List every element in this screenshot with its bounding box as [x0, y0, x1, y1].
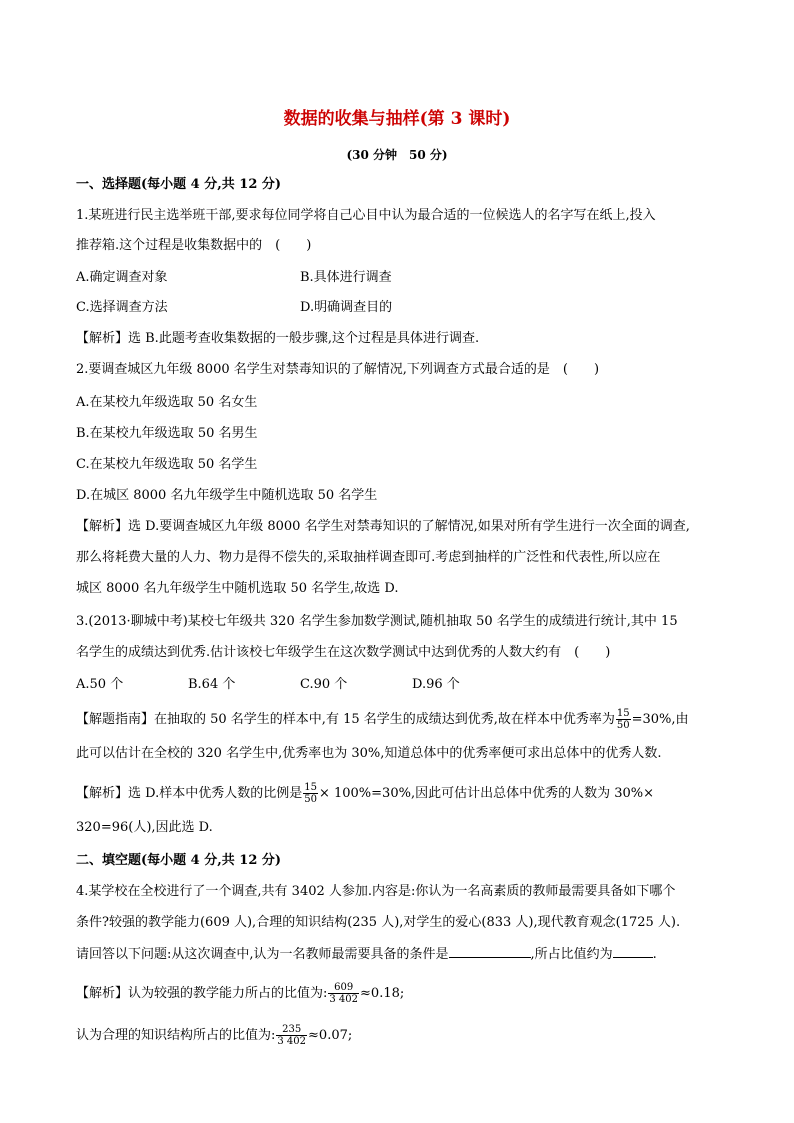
q4-question-text-end: . [652, 947, 657, 962]
fraction-denominator: 3 402 [277, 1036, 307, 1047]
fraction-denominator: 50 [616, 720, 630, 731]
q3-option-a: A.50 个 [76, 677, 124, 692]
fraction-denominator: 3 402 [329, 994, 359, 1005]
q3-analysis-text: 【解析】选 D.样本中优秀人数的比例是 [76, 786, 303, 801]
q4-analysis-text: 【解析】认为较强的教学能力所占的比值为: [76, 986, 328, 1001]
q4-question-text: 请回答以下问题:从这次调查中,认为一名教师最需要具备的条件是 [76, 947, 449, 962]
q3-guide-line1 [76, 708, 689, 731]
q1-analysis: 【解析】选 B.此题考查收集数据的一般步骤,这个过程是具体进行调查. [76, 331, 480, 346]
q2-stem: 2.要调查城区九年级 8000 名学生对禁毒知识的了解情况,下列调查方式最合适的是 ( ) [76, 362, 600, 377]
fraction-numerator: 15 [616, 708, 630, 719]
q4-analysis-text-2: 认为合理的知识结构所占的比值为: [76, 1028, 276, 1043]
q2-option-b: B.在某校九年级选取 50 名男生 [76, 426, 258, 441]
q4-analysis-fraction-2 [276, 1024, 307, 1047]
q3-guide-line2: 此可以估计在全校的 320 名学生中,优秀率也为 30%,知道总体中的优秀率便可求出总体中的优秀人数. [76, 746, 662, 761]
q3-analysis-text-end: × 100%=30%,因此可估计出总体中优秀的人数为 30%× [318, 786, 654, 801]
q1-stem-line1: 1.某班进行民主选举班干部,要求每位同学将自己心目中认为最合适的一位候选人的名字写在纸上,投入 [76, 208, 656, 223]
q4-stem-line1: 4.某学校在全校进行了一个调查,共有 3402 人参加.内容是:你认为一名高素质的教师最需要具备如下哪个 [76, 884, 676, 899]
q3-analysis-fraction [303, 782, 318, 805]
q2-analysis-line1: 【解析】选 D.要调查城区九年级 8000 名学生对禁毒知识的了解情况,如果对所有学生进行一次全面的调查, [76, 519, 690, 534]
q3-analysis-line2: 320=96(人),因此选 D. [76, 820, 213, 835]
fraction-numerator: 15 [304, 782, 317, 793]
answer-blank-ratio[interactable] [613, 956, 653, 958]
answer-blank-condition[interactable] [449, 956, 531, 958]
q2-option-d: D.在城区 8000 名九年级学生中随机选取 50 名学生 [76, 488, 378, 503]
section-heading-choice: 一、选择题(每小题 4 分,共 12 分) [76, 177, 282, 192]
q2-option-c: C.在某校九年级选取 50 名学生 [76, 457, 258, 472]
q4-stem-line3 [76, 946, 657, 964]
q4-question-text-mid: ,所占比值约为 [530, 947, 613, 962]
q3-guide-fraction [616, 708, 631, 731]
fraction-numerator: 609 [328, 982, 359, 994]
q2-analysis-line2: 那么将耗费大量的人力、物力是得不偿失的,采取抽样调查即可.考虑到抽样的广泛性和代表性,所以应在 [76, 550, 661, 565]
q3-stem-line1: 3.(2013·聊城中考)某校七年级共 320 名学生参加数学测试,随机抽取 50 名学生的成绩进行统计,其中 15 [76, 614, 678, 629]
q2-option-a: A.在某校九年级选取 50 名女生 [76, 395, 258, 410]
q4-analysis-line1 [76, 982, 404, 1005]
q4-analysis-value-1: ≈0.18; [360, 986, 405, 1001]
page-subtitle: (30 分钟 50 分) [346, 148, 448, 162]
q1-option-b: B.具体进行调查 [300, 270, 392, 285]
fraction-denominator: 50 [304, 794, 317, 805]
q3-option-c: C.90 个 [300, 677, 348, 692]
q4-analysis-value-2: ≈0.07; [308, 1028, 353, 1043]
section-heading-fill: 二、填空题(每小题 4 分,共 12 分) [76, 853, 282, 868]
q1-option-c: C.选择调查方法 [76, 300, 168, 315]
q4-analysis-line2 [76, 1024, 352, 1047]
q3-guide-text: 【解题指南】在抽取的 50 名学生的样本中,有 15 名学生的成绩达到优秀,故在样本中优秀率为 [76, 712, 615, 727]
q2-analysis-line3: 城区 8000 名九年级学生中随机选取 50 名学生,故选 D. [76, 581, 399, 596]
q3-option-b: B.64 个 [188, 677, 236, 692]
q3-option-d: D.96 个 [412, 677, 460, 692]
q1-option-d: D.明确调查目的 [300, 300, 393, 315]
q3-analysis-line1 [76, 782, 654, 805]
q1-option-a: A.确定调查对象 [76, 270, 168, 285]
q1-stem-line2: 推荐箱.这个过程是收集数据中的 ( ) [76, 238, 312, 253]
q4-stem-line2: 条件?较强的教学能力(609 人),合理的知识结构(235 人),对学生的爱心(833 人),现代教育观念(1725 人). [76, 915, 681, 930]
q3-stem-line2: 名学生的成绩达到优秀.估计该校七年级学生在这次数学测试中达到优秀的人数大约有 ( ) [76, 645, 611, 660]
q3-guide-text-end: =30%,由 [631, 712, 689, 727]
fraction-numerator: 235 [276, 1024, 307, 1036]
q4-analysis-fraction-1 [328, 982, 359, 1005]
page-title: 数据的收集与抽样(第 3 课时) [283, 109, 511, 129]
